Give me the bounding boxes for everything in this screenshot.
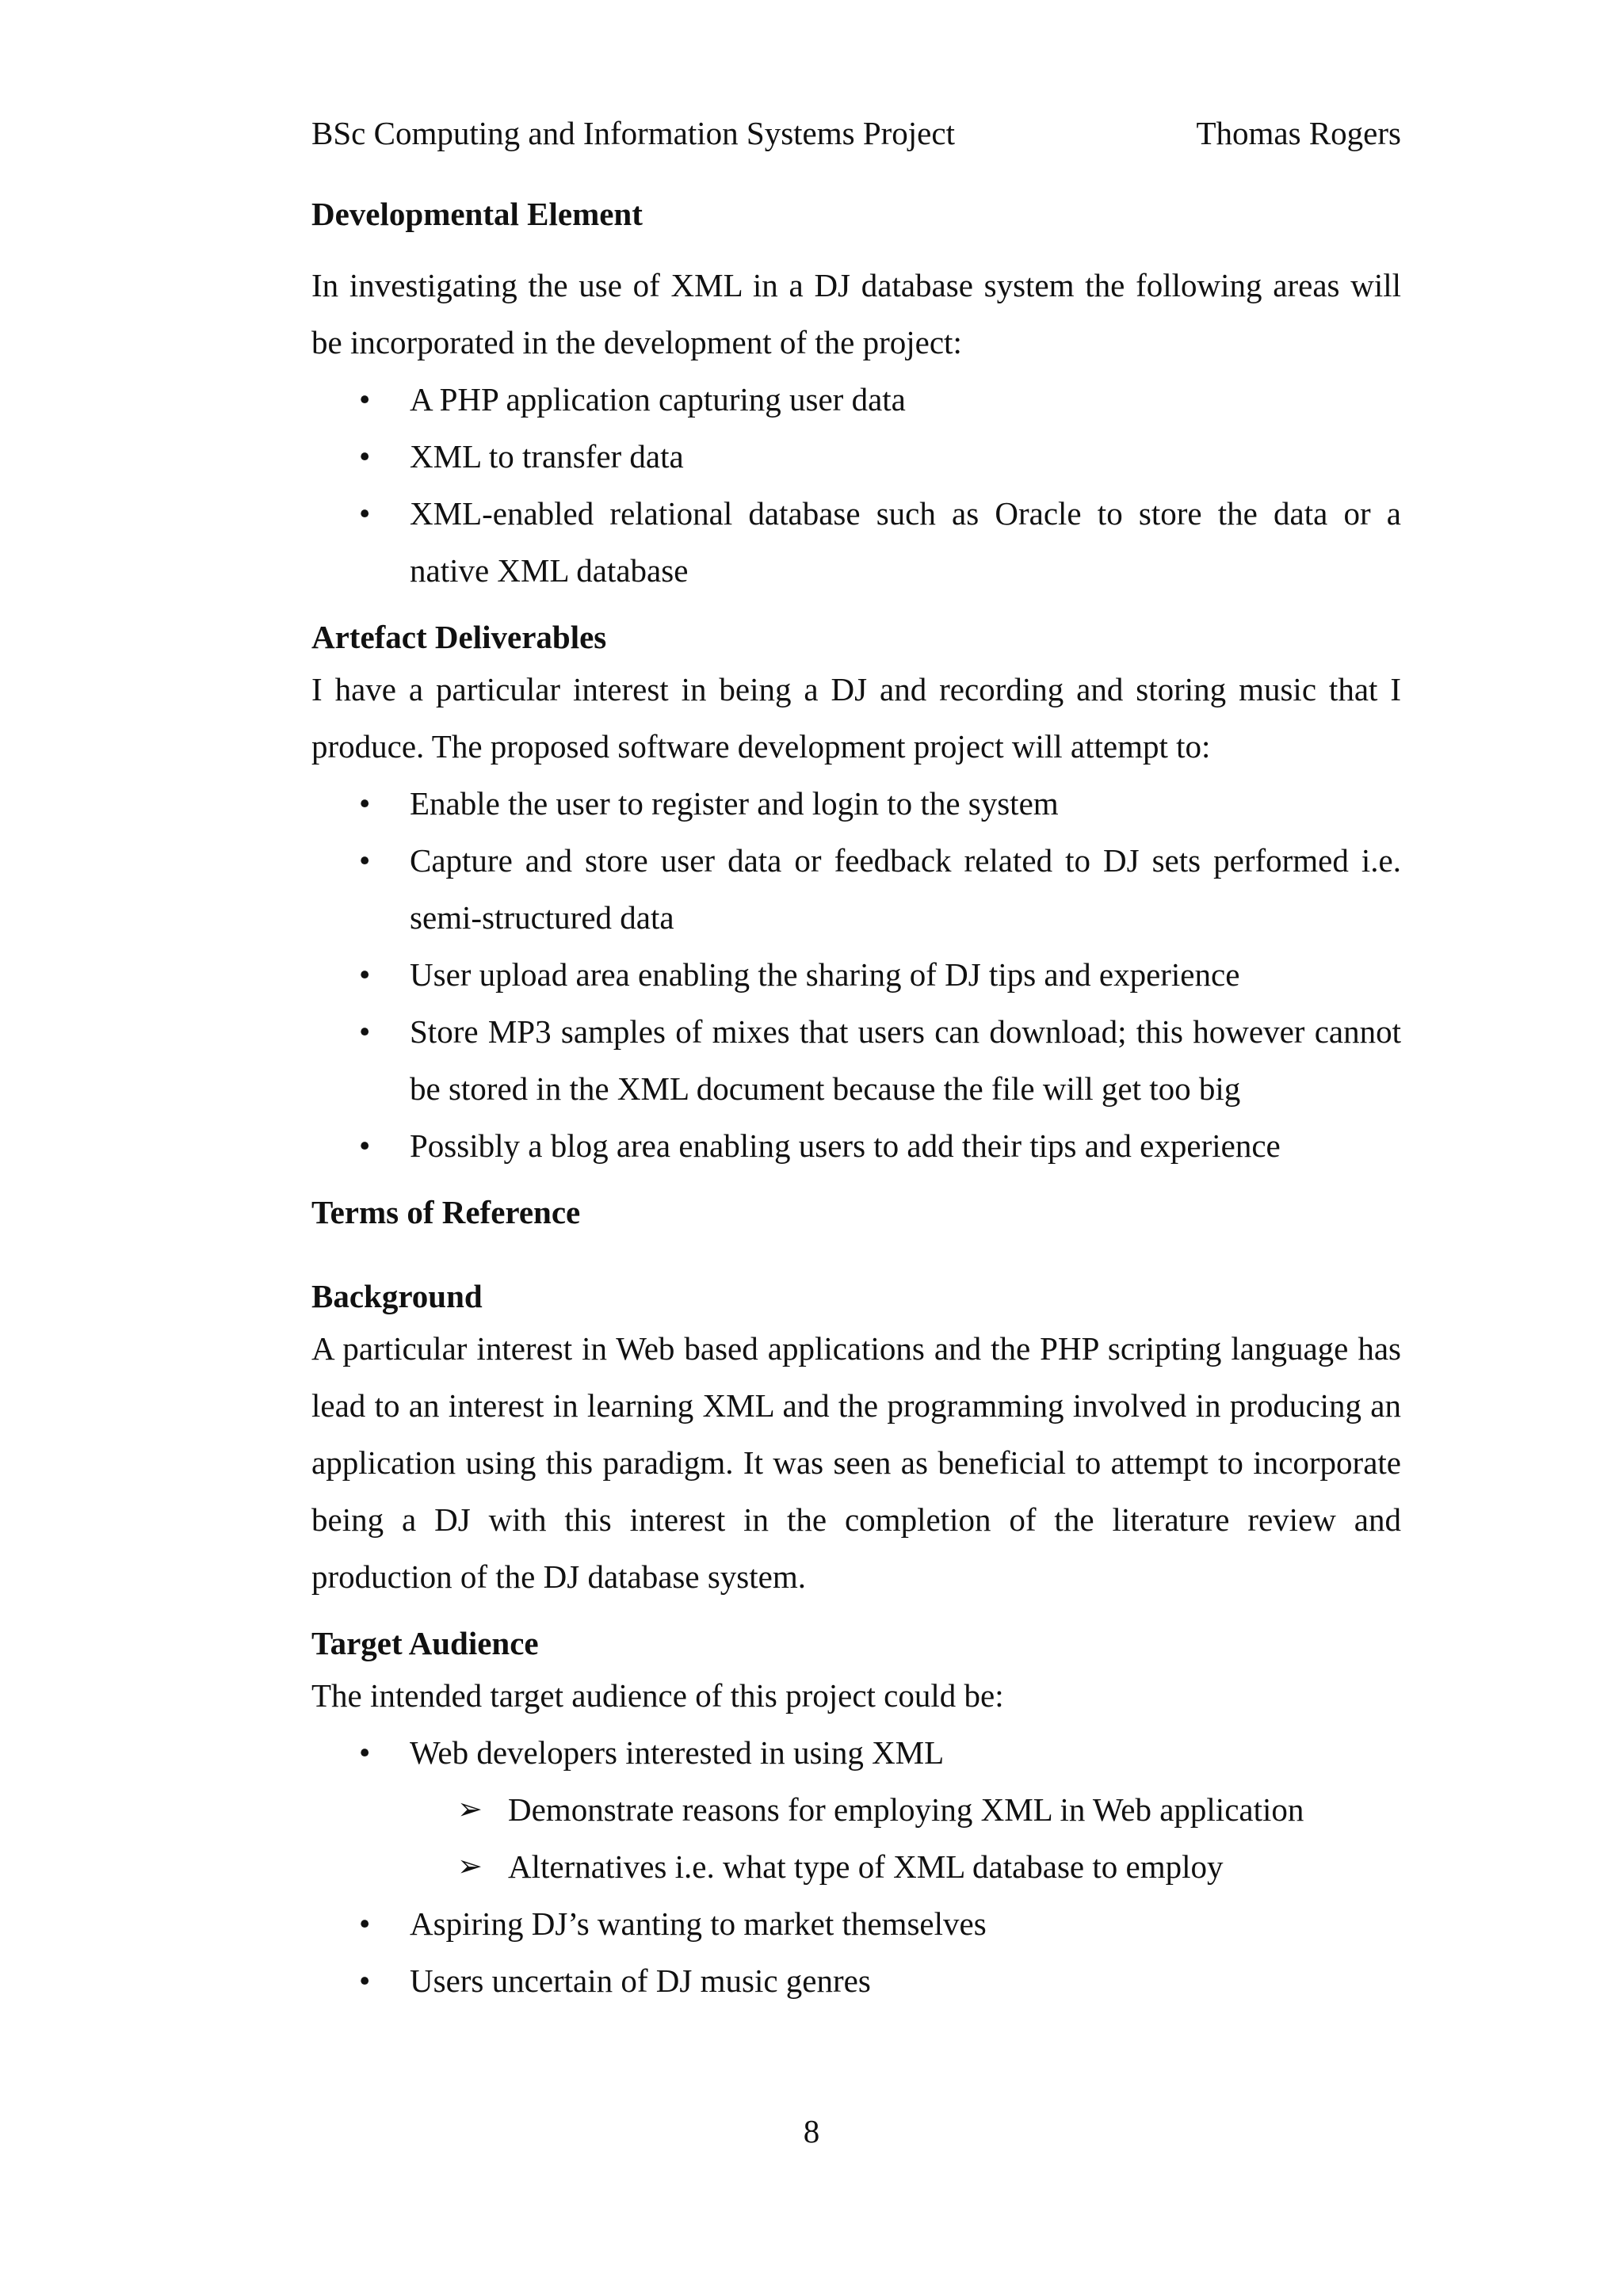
bullet-icon: • [359,842,371,879]
artefact-list [311,775,1401,1174]
developmental-heading: Developmental Element [311,196,643,232]
list-item: • XML-enabled relational database such as Oracle to store the data or a native XML database [311,485,1401,599]
sub-list-item: ➢ Demonstrate reasons for employing XML in Web application [311,1781,1401,1838]
list-item: • Enable the user to register and login to the system [311,775,1401,832]
list-item: • Users uncertain of DJ music genres [311,1952,1401,2009]
bullet-icon: • [359,1905,371,1942]
list-item: • XML to transfer data [311,428,1401,485]
bullet-icon: • [359,438,371,475]
bullet-icon: • [359,1013,371,1050]
running-header [311,111,1401,155]
audience-list [311,1724,1401,1781]
list-item: • Possibly a blog area enabling users to add their tips and experience [311,1117,1401,1174]
bullet-icon: • [359,381,371,418]
list-item: • User upload area enabling the sharing of DJ tips and experience [311,946,1401,1003]
list-item: • Aspiring DJ’s wanting to market themselves [311,1895,1401,1952]
arrow-bullet-icon: ➢ [457,1850,483,1883]
audience-intro: The intended target audience of this project could be: [311,1677,1004,1714]
arrow-bullet-icon: ➢ [457,1793,483,1826]
list-item: • Store MP3 samples of mixes that users can download; this however cannot be stored in the XML document because the file will get too big [311,1003,1401,1117]
sub-list-item: ➢ Alternatives i.e. what type of XML database to employ [311,1838,1401,1895]
artefact-heading: Artefact Deliverables [311,619,607,655]
audience-heading: Target Audience [311,1625,539,1661]
page-content [311,190,1401,2009]
page-number: 8 [803,2113,820,2149]
artefact-intro: I have a particular interest in being a DJ and recording and storing music that I produce. The proposed software development project will attempt to: [311,671,1401,765]
bullet-icon: • [359,1734,371,1771]
bullet-icon: • [359,785,371,822]
header-author: Thomas Rogers [1196,115,1401,151]
bullet-icon: • [359,495,371,532]
list-item: • Web developers interested in using XML [311,1724,1401,1781]
list-item: • Capture and store user data or feedback related to DJ sets performed i.e. semi-structured data [311,832,1401,946]
terms-heading: Terms of Reference [311,1194,581,1230]
header-project-title: BSc Computing and Information Systems Project [311,115,955,151]
audience-list-continued [311,1895,1401,2009]
bullet-icon: • [359,956,371,993]
developmental-list [311,371,1401,599]
developmental-intro: In investigating the use of XML in a DJ database system the following areas will be incorporated in the development of the project: [311,267,1401,360]
bullet-icon: • [359,1962,371,1999]
bullet-icon: • [359,1127,371,1164]
background-text: A particular interest in Web based applications and the PHP scripting language has lead to an interest in learning XML and the programming involved in producing an application using this paradigm. It was seen as beneficial to attempt to incorporate being a DJ with this interest in the completion of the literature review and production of the DJ database system. [311,1330,1401,1595]
list-item: • A PHP application capturing user data [311,371,1401,428]
audience-sublist [311,1781,1401,1895]
background-heading: Background [311,1278,483,1314]
